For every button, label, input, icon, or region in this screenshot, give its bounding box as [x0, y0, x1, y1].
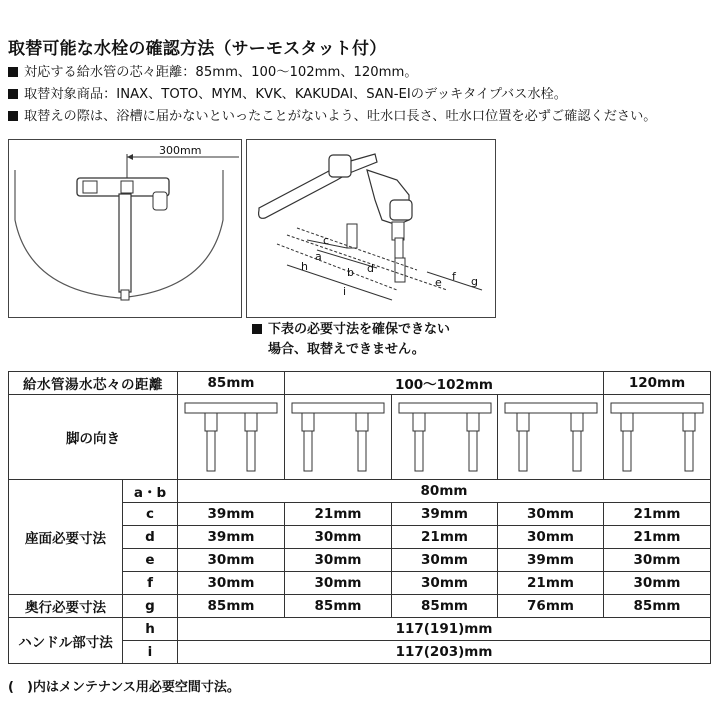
leg-pipes-icon — [607, 397, 707, 477]
table-cell: 85mm — [178, 595, 285, 618]
table-cell: 85mm — [285, 595, 392, 618]
table-row — [9, 395, 711, 480]
footer-note: ( )内はメンテナンス用必要空間寸法。 — [8, 680, 240, 695]
table-row — [9, 618, 711, 641]
table-cell: 85mm — [392, 595, 498, 618]
table-cell: 30mm — [604, 549, 711, 572]
table-row — [9, 595, 711, 618]
isometric-diagram — [246, 139, 496, 318]
table-row — [9, 372, 711, 395]
dim-label-f: f — [452, 270, 456, 283]
leg-diagram-5 — [604, 395, 711, 480]
leg-diagram-2 — [285, 395, 392, 480]
top-view-diagram — [8, 139, 242, 318]
table-cell: 30mm — [178, 549, 285, 572]
table-cell: 21mm — [604, 526, 711, 549]
table-cell: 76mm — [498, 595, 604, 618]
dim-label-i: i — [343, 285, 347, 298]
leg-pipes-icon — [395, 397, 495, 477]
table-cell: 39mm — [178, 526, 285, 549]
warning-note: 下表の必要寸法を確保できない 場合、取替えできません。 — [252, 320, 450, 360]
table-cell: 30mm — [178, 572, 285, 595]
value-h: 117(191)mm — [178, 618, 711, 641]
distance-100-102: 100～102mm — [285, 372, 604, 395]
seat-group-label: 座面必要寸法 — [9, 480, 123, 595]
row-key-e: e — [123, 549, 178, 572]
table-cell: 30mm — [285, 549, 392, 572]
table-cell: 30mm — [392, 572, 498, 595]
table-cell: 30mm — [498, 526, 604, 549]
distance-85: 85mm — [178, 372, 285, 395]
table-cell: 39mm — [178, 503, 285, 526]
value-ab: 80mm — [178, 480, 711, 503]
isometric-drawing — [247, 140, 495, 317]
bullet-item: 取替対象商品：INAX、TOTO、MYM、KVK、KAKUDAI、SAN-EIのデッキタイプバス水栓。 — [8, 84, 656, 106]
leg-diagram-1 — [178, 395, 285, 480]
handle-group-label: ハンドル部寸法 — [9, 618, 123, 664]
table-cell: 30mm — [498, 503, 604, 526]
dim-label-h: h — [301, 260, 308, 273]
table-cell: 30mm — [285, 526, 392, 549]
dim-label-d: d — [367, 262, 374, 275]
square-bullet-icon — [8, 67, 18, 77]
dim-label-e: e — [435, 276, 442, 289]
dim-label-g: g — [471, 275, 478, 288]
bullet-list — [8, 62, 656, 128]
leg-pipes-icon — [181, 397, 281, 477]
value-i: 117(203)mm — [178, 641, 711, 664]
dimension-300-label: 300mm — [159, 144, 202, 157]
leg-pipes-icon — [501, 397, 601, 477]
dim-label-b: b — [347, 266, 354, 279]
leg-pipes-icon — [288, 397, 388, 477]
row-key-d: d — [123, 526, 178, 549]
table-cell: 21mm — [285, 503, 392, 526]
square-bullet-icon — [252, 324, 262, 334]
distance-120: 120mm — [604, 372, 711, 395]
leg-direction-label: 脚の向き — [9, 395, 178, 480]
top-view-drawing — [9, 140, 241, 317]
table-cell: 21mm — [392, 526, 498, 549]
dim-label-a: a — [315, 250, 322, 263]
leg-diagram-4 — [498, 395, 604, 480]
row-key-ab: a・b — [123, 480, 178, 503]
row-key-i: i — [123, 641, 178, 664]
row-key-c: c — [123, 503, 178, 526]
square-bullet-icon — [8, 89, 18, 99]
table-row — [9, 480, 711, 503]
row-key-g: g — [123, 595, 178, 618]
page-title: 取替可能な水栓の確認方法（サーモスタット付） — [8, 39, 387, 59]
table-cell: 85mm — [604, 595, 711, 618]
table-cell: 30mm — [285, 572, 392, 595]
depth-group-label: 奥行必要寸法 — [9, 595, 123, 618]
dim-label-c: c — [323, 234, 330, 247]
table-cell: 21mm — [604, 503, 711, 526]
table-cell: 39mm — [392, 503, 498, 526]
leg-diagram-3 — [392, 395, 498, 480]
row-key-h: h — [123, 618, 178, 641]
square-bullet-icon — [8, 111, 18, 121]
table-cell: 39mm — [498, 549, 604, 572]
bullet-item: 取替えの際は、浴槽に届かないといったことがないよう、吐水口長さ、吐水口位置を必ずご確認ください。 — [8, 106, 656, 128]
table-cell: 30mm — [392, 549, 498, 572]
spec-table — [8, 371, 711, 664]
bullet-item: 対応する給水管の芯々距離：85mm、100～102mm、120mm。 — [8, 62, 656, 84]
table-cell: 21mm — [498, 572, 604, 595]
row-key-f: f — [123, 572, 178, 595]
distance-row-label: 給水管湯水芯々の距離 — [9, 372, 178, 395]
table-cell: 30mm — [604, 572, 711, 595]
